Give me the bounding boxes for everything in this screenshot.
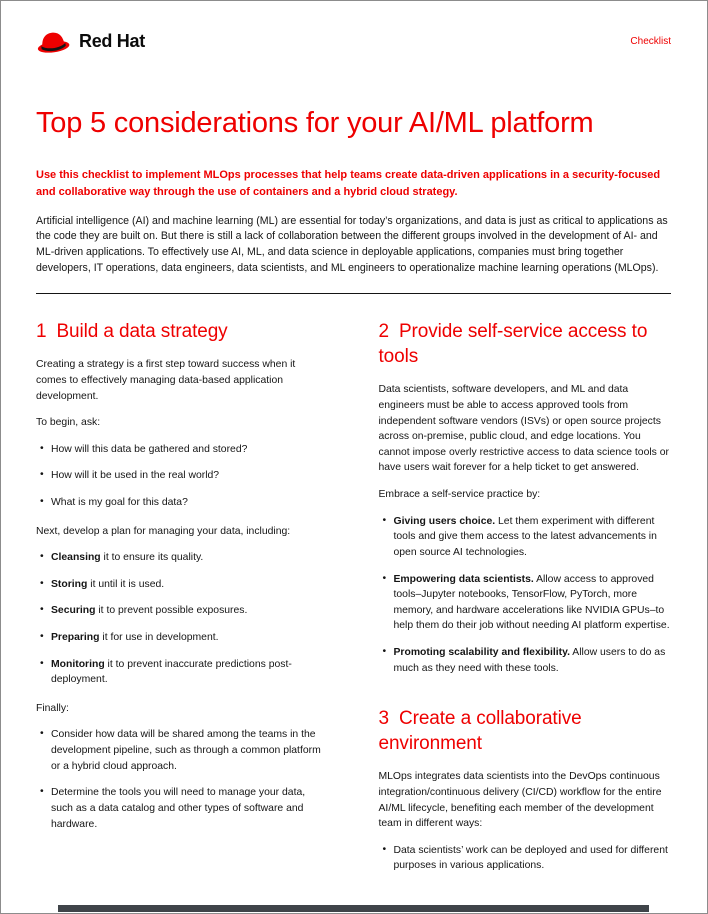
bullet-lead: Promoting scalability and flexibility. (393, 646, 570, 658)
self-service-bullet-list (379, 514, 672, 676)
collaboration-bullet-list (379, 843, 672, 874)
page-header (1, 1, 707, 54)
bullet-lead: Empowering data scientists. (393, 573, 534, 585)
bullet-text: it for use in development. (99, 632, 219, 644)
bullet-lead: Securing (51, 605, 96, 617)
section-title: Build a data strategy (56, 321, 228, 343)
bullet-lead: Storing (51, 578, 88, 590)
section-self-service-access (379, 319, 672, 676)
bullet-text: it to prevent possible exposures. (95, 605, 248, 617)
paragraph: Finally: (36, 702, 69, 714)
bullet-text: Allow users to do as much as they need with these tools. (393, 646, 666, 674)
bullet-lead: Giving users choice. (393, 515, 496, 527)
list-item (379, 572, 672, 634)
list-item (36, 630, 329, 646)
section-build-data-strategy (36, 319, 329, 832)
bullet-text: it to ensure its quality. (100, 552, 204, 564)
paragraph: Embrace a self-service practice by: (378, 489, 541, 501)
list-item: • Determine the tools you will need to manage your data, such as a data catalog and other types of software and hardware. (36, 785, 329, 832)
paragraph: MLOps integrates data scientists into the DevOps continuous integration/continuous delivery (CI/CD) workflow for the entire AI/ML lifecycle, benefiting each member of the development team in different ways: (378, 771, 662, 830)
section-collaborative-environment (379, 706, 672, 874)
section-heading (379, 706, 672, 756)
section-title: Provide self-service access to tools (378, 321, 648, 368)
list-item: • What is my goal for this data? (36, 495, 329, 511)
section-title: Create a collaborative environment (378, 708, 582, 755)
lede-paragraph: Use this checklist to implement MLOps processes that help teams create data-driven applications in a security-focused and collaborative way through the use of containers and a hybrid cloud strategy. (36, 169, 661, 198)
intro-paragraph: Artificial intelligence (AI) and machine learning (ML) are essential for today’s organizations, and data is just as critical to applications as the code they are built on. But there is still a lack of collaboration between the different groups involved in the development of AI- and ML-driven applications. To effectively use AI, ML, and data science in deployable applications, companies must bring together developers, IT operations, data engineers, data scientists, and ML engineers to operationalize machine learning operations (MLOps). (36, 214, 668, 274)
section-number: 2 (378, 321, 389, 343)
list-item: • Data scientists’ work can be deployed and used for different purposes in various applications. (379, 843, 672, 874)
paragraph: Data scientists, software developers, and ML and data engineers must be able to access approved tools from independent software vendors (ISVs) or open source projects across on-premise, public cloud, and edge locations. You cannot impose overly restrictive access to data science tools or have users wait forever for a help ticket to get answered. (378, 384, 669, 474)
list-item (36, 550, 329, 566)
bullet-text: Let them experiment with different tools and give them access to the latest advancements in open source AI technologies. (393, 515, 657, 558)
doc-type-label: Checklist (630, 36, 671, 47)
final-bullet-list (36, 727, 329, 832)
section-number: 3 (378, 708, 389, 730)
document-body (1, 104, 707, 887)
section-heading (379, 319, 672, 369)
right-column (379, 319, 672, 887)
red-hat-logo (36, 29, 145, 54)
list-item (36, 577, 329, 593)
list-item: • Consider how data will be shared among the teams in the development pipeline, such as through a common platform or a hybrid cloud approach. (36, 727, 329, 774)
paragraph: To begin, ask: (36, 417, 101, 429)
bullet-lead: Cleansing (51, 552, 101, 564)
bullet-text: Allow access to approved tools–Jupyter notebooks, TensorFlow, PyTorch, more memory, and hardware accelerations like NVIDIA GPUs–to help them do their job without needing AI platform expertise. (393, 573, 670, 632)
section-divider (36, 293, 671, 294)
red-hat-fedora-icon (36, 29, 70, 54)
page-title: Top 5 considerations for your AI/ML platform (36, 107, 594, 139)
bullet-text: it until it is used. (87, 578, 165, 590)
list-item (36, 657, 329, 688)
left-column (36, 319, 329, 887)
logo-wordmark: Red Hat (79, 31, 145, 51)
two-column-layout (36, 319, 671, 887)
list-item (36, 603, 329, 619)
ask-bullet-list (36, 442, 329, 511)
bullet-lead: Preparing (51, 632, 100, 644)
list-item (379, 514, 672, 561)
paragraph: Creating a strategy is a first step toward success when it comes to effectively managing data-based application development. (36, 359, 296, 402)
plan-bullet-list (36, 550, 329, 688)
section-heading (36, 319, 329, 344)
list-item (379, 645, 672, 676)
section-number: 1 (36, 321, 47, 343)
list-item: • How will it be used in the real world? (36, 468, 329, 484)
paragraph: Next, develop a plan for managing your data, including: (36, 525, 291, 537)
bullet-lead: Monitoring (51, 658, 105, 670)
footer-bar (58, 905, 649, 912)
bullet-text: it to prevent inaccurate predictions post-deployment. (51, 658, 292, 686)
list-item: • How will this data be gathered and stored? (36, 442, 329, 458)
